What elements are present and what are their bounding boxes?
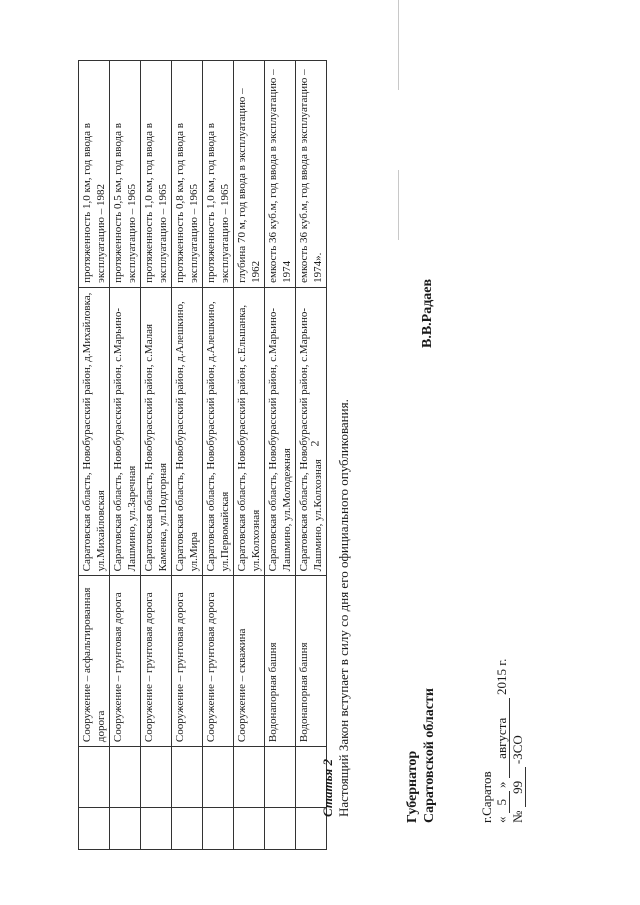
governor-position-line2: Саратовской области [422, 688, 437, 823]
table-row [79, 61, 110, 850]
object-address-cell: Саратовская область, Новобурасский район, с.Ельшанка, ул.Колхозная [234, 287, 265, 576]
place-date-block [479, 659, 526, 823]
object-address-cell: Саратовская область, Новобурасский район, д.Алешкино, ул.Мира [172, 287, 203, 576]
object-characteristics-cell: протяженность 1,0 км, год ввода в эксплуатацию – 1965 [203, 61, 234, 288]
table-cell-empty [110, 807, 141, 849]
table-cell-empty [234, 747, 265, 808]
object-address-cell: Саратовская область, Новобурасский район, с.Марьино-Лашмино, ул.Молодежная [265, 287, 296, 576]
object-address-cell: Саратовская область, Новобурасский район, с.Малая Каменка, ул.Подгорная [141, 287, 172, 576]
date-month: августа [494, 698, 510, 778]
object-name-cell: Сооружение – грунтовая дорога [141, 576, 172, 747]
object-characteristics-cell: глубина 70 м, год ввода в эксплуатацию – 1962 [234, 61, 265, 288]
table-cell-empty [203, 747, 234, 808]
governor-name: В.В.Радаев [420, 278, 435, 348]
object-name-cell: Сооружение – грунтовая дорога [203, 576, 234, 747]
object-address-cell: Саратовская область, Новобурасский район, с.Марьино-Лашмино, ул.Заречная [110, 287, 141, 576]
table-cell-empty [234, 807, 265, 849]
table-cell-empty [141, 807, 172, 849]
object-characteristics-cell: протяженность 1,0 км, год ввода в эксплуатацию – 1982 [79, 61, 110, 288]
object-name-cell: Сооружение – асфальтированная дорога [79, 576, 110, 747]
law-number: 99 [510, 767, 526, 807]
governor-position-line1: Губернатор [405, 750, 420, 823]
table-row [110, 61, 141, 850]
object-name-cell: Сооружение – грунтовая дорога [110, 576, 141, 747]
date-year: 2015 г. [494, 658, 509, 695]
object-name-cell: Сооружение – грунтовая дорога [172, 576, 203, 747]
table-cell-empty [265, 807, 296, 849]
law-number-suffix: -ЗСО [510, 735, 525, 765]
table-cell-empty [172, 747, 203, 808]
city: г.Саратов [479, 771, 494, 823]
table-row [234, 61, 265, 850]
number-label: № [510, 810, 525, 823]
table-row [172, 61, 203, 850]
table-row [203, 61, 234, 850]
table-cell-empty [141, 747, 172, 808]
article-text: Настоящий Закон вступает в силу со дня его официального опубликования. [336, 399, 351, 817]
object-address-cell: Саратовская область, Новобурасский район, с.Марьино-Лашмино, ул.Колхозная [296, 287, 327, 576]
object-characteristics-cell: протяженность 0,8 км, год ввода в эксплуатацию – 1965 [172, 61, 203, 288]
law-number-line [510, 659, 526, 823]
object-name-cell: Водонапорная башня [296, 576, 327, 747]
object-characteristics-cell: протяженность 0,5 км, год ввода в эксплуатацию – 1965 [110, 61, 141, 288]
property-objects-table [78, 60, 327, 850]
object-characteristics-cell: емкость 36 куб.м, год ввода в эксплуатацию – 1974». [296, 61, 327, 288]
quote-open: « [494, 816, 509, 823]
table-row [141, 61, 172, 850]
table-cell-empty [110, 747, 141, 808]
table-row [265, 61, 296, 850]
table-cell-empty [172, 807, 203, 849]
object-characteristics-cell: протяженность 1,0 км, год ввода в эксплуатацию – 1965 [141, 61, 172, 288]
quote-close: » [494, 781, 509, 788]
table-cell-empty [265, 747, 296, 808]
object-name-cell: Водонапорная башня [265, 576, 296, 747]
object-address-cell: Саратовская область, Новобурасский район, д.Алешкино, ул.Первомайская [203, 287, 234, 576]
object-characteristics-cell: емкость 36 куб.м, год ввода в эксплуатацию – 1974 [265, 61, 296, 288]
table-cell-empty [79, 807, 110, 849]
date-line [494, 659, 510, 823]
object-address-cell: Саратовская область, Новобурасский район, д.Михайловка, ул.Михайловская [79, 287, 110, 576]
date-day: 5 [494, 791, 510, 813]
table-cell-empty [203, 807, 234, 849]
article-title: Статья 2 [320, 759, 335, 817]
table-cell-empty [79, 747, 110, 808]
governor-title [404, 688, 438, 823]
page-number: 2 [307, 440, 322, 447]
article-2 [320, 399, 352, 817]
object-name-cell: Сооружение – скважина [234, 576, 265, 747]
